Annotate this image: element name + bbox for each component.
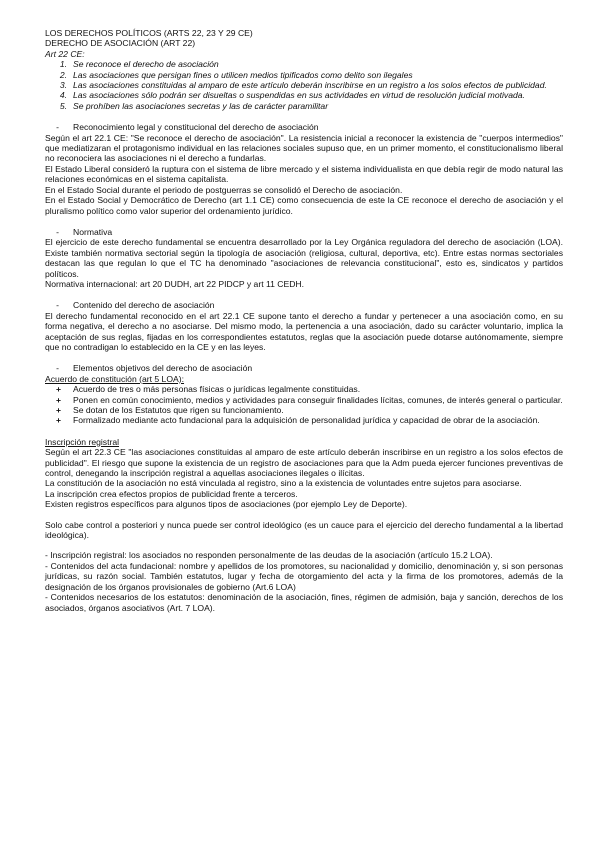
item-text: Formalizado mediante acto fundacional para la adquisición de personalidad jurídica y capacidad de obrar de la asociación. bbox=[73, 415, 540, 426]
paragraph: - Inscripción registral: los asociados no responden personalmente de las deudas de la asociación (artículo 15.2 LOA). bbox=[45, 550, 493, 561]
dash-marker: - bbox=[56, 122, 59, 133]
section-heading-text: Reconocimiento legal y constitucional del derecho de asociación bbox=[73, 122, 319, 133]
document-title: LOS DERECHOS POLÍTICOS (ARTS 22, 23 Y 29 CE) bbox=[45, 28, 253, 38]
sub-heading: Acuerdo de constitución (art 5 LOA): bbox=[45, 373, 185, 384]
section-heading-reconocimiento bbox=[45, 122, 563, 132]
article-label: Art 22 CE: bbox=[45, 48, 85, 59]
paragraph: Según el art 22.3 CE "las asociaciones constituidas al amparo de este artículo deberán inscribirse en un registro a los solos efectos de publicidad". El riesgo que supone la existencia de un registro de asociaciones para que la Adm pueda ejercer funciones preventivas de control, denegando la inscripción registral a aquellas asociaciones ilegales o ilícitas. bbox=[45, 447, 563, 479]
item-number: 4. bbox=[59, 90, 67, 101]
list-item bbox=[45, 90, 563, 100]
paragraph: El Estado Liberal consideró la ruptura con el sistema de libre mercado y el sistema individualista en que debía regir de modo natural las relaciones económicas en el sistema capitalista. bbox=[45, 163, 563, 185]
section-title: DERECHO DE ASOCIACIÓN (ART 22) bbox=[45, 38, 196, 49]
plus-marker: + bbox=[55, 384, 61, 395]
section-heading-normativa bbox=[45, 227, 563, 237]
paragraph: En el Estado Social y Democrático de Derecho (art 1.1 CE) como consecuencia de este la CE reconoce el derecho de asociación y el pluralismo político como valor superior del ordenamiento jurídico. bbox=[45, 195, 563, 216]
paragraph: Según el art 22.1 CE: "Se reconoce el derecho de asociación". La resistencia inicial a reconocer la existencia de "cuerpos intermedios" que mediatizaran el protagonismo individual en las relaciones sociales supuso que, en un primer momento, el constitucionalismo liberal no reconociera las asociaciones ni el derecho a fundarlas. bbox=[45, 132, 563, 164]
paragraph: Solo cabe control a posteriori y nunca puede ser control ideológico (es un cauce para el ejercicio del derecho fundamental a la libertad ideológica). bbox=[45, 519, 563, 541]
list-item bbox=[45, 101, 563, 111]
section-heading-text: Normativa bbox=[73, 226, 113, 237]
section-heading-elementos bbox=[45, 363, 563, 373]
plus-marker: + bbox=[55, 405, 61, 415]
item-text: Las asociaciones que persigan fines o utilicen medios tipificados como delito son ilegales bbox=[73, 69, 413, 80]
item-number: 1. bbox=[59, 59, 67, 70]
list-item bbox=[45, 384, 563, 394]
dash-marker: - bbox=[56, 363, 59, 374]
dash-marker: - bbox=[56, 300, 59, 311]
section-heading-text: Elementos objetivos del derecho de asociación bbox=[73, 363, 253, 374]
paragraph: Normativa internacional: art 20 DUDH, art 22 PIDCP y art 11 CEDH. bbox=[45, 278, 305, 289]
paragraph: - Contenidos del acta fundacional: nombre y apellidos de los promotores, su nacionalidad y domicilio, denominación y, si son personas jurídicas, su razón social. También estatutos, lugar y fecha de otorgamiento del acta y la firma de los promotores, además de la designación de los órganos provisionales de gobierno (Art.6 LOA) bbox=[45, 560, 563, 592]
list-item bbox=[45, 405, 563, 415]
item-number: 5. bbox=[59, 100, 67, 111]
list-item bbox=[45, 70, 563, 80]
paragraph: En el Estado Social durante el periodo de postguerras se consolidó el Derecho de asociación. bbox=[45, 184, 403, 195]
article-list bbox=[45, 59, 563, 111]
item-text: Ponen en común conocimiento, medios y actividades para conseguir finalidades lícitas, comunes, de interés general o particular. bbox=[73, 394, 563, 405]
item-text: Las asociaciones sólo podrán ser disueltas o suspendidas en sus actividades en virtud de resolución judicial motivada. bbox=[73, 90, 525, 101]
paragraph: Existen registros específicos para algunos tipos de asociaciones (por ejemplo Ley de Deporte). bbox=[45, 499, 408, 510]
paragraph: La constitución de la asociación no está vinculada al registro, sino a la existencia de voluntades entre sujetos para asociarse. bbox=[45, 478, 522, 489]
item-text: Se reconoce el derecho de asociación bbox=[73, 59, 219, 70]
item-number: 3. bbox=[59, 80, 67, 91]
list-item bbox=[45, 80, 563, 90]
paragraph: La inscripción crea efectos propios de publicidad frente a terceros. bbox=[45, 488, 298, 499]
dash-marker: - bbox=[56, 226, 59, 237]
paragraph: El ejercicio de este derecho fundamental se encuentra desarrollado por la Ley Orgánica reguladora del derecho de asociación (LOA). Existe también normativa sectorial según la tipología de asociación (religiosa, cultural, deportiva, etc). Entre estas normas sectoriales destacan las que regulan lo que el TC ha denominado "asociaciones de relevancia constitucional", esto es, sindicatos y partidos políticos. bbox=[45, 237, 563, 279]
list-item bbox=[45, 395, 563, 405]
paragraph: El derecho fundamental reconocido en el art 22.1 CE supone tanto el derecho a fundar y pertenecer a una asociación como, en su forma negativa, el derecho a no asociarse. Del mismo modo, la pertenencia a una asociación, dado su carácter voluntario, implica la aceptación de sus reglas, fijadas en los correspondientes estatutos, reglas que la asociación puede dotarse autónomamente, siempre que no contradigan lo establecido en la CE y en las leyes. bbox=[45, 310, 563, 352]
paragraph: - Contenidos necesarios de los estatutos: denominación de la asociación, fines, régimen de admisión, baja y sanción, derechos de los asociados, órganos asociativos (Art. 7 LOA). bbox=[45, 592, 563, 613]
section-heading-text: Contenido del derecho de asociación bbox=[73, 300, 215, 311]
item-text: Se dotan de los Estatutos que rigen su funcionamiento. bbox=[73, 405, 284, 415]
list-item bbox=[45, 59, 563, 69]
document-page bbox=[45, 28, 563, 613]
sub-heading: Inscripción registral bbox=[45, 436, 120, 447]
item-text: Se prohíben las asociaciones secretas y las de carácter paramilitar bbox=[73, 100, 329, 111]
item-number: 2. bbox=[59, 69, 67, 80]
item-text: Las asociaciones constituidas al amparo de este artículo deberán inscribirse en un registro a los solos efectos de publicidad. bbox=[73, 80, 547, 91]
plus-marker: + bbox=[55, 415, 61, 426]
section-heading-contenido bbox=[45, 300, 563, 310]
plus-marker: + bbox=[55, 394, 61, 405]
elements-list bbox=[45, 384, 563, 426]
item-text: Acuerdo de tres o más personas físicas o jurídicas legalmente constituidas. bbox=[73, 384, 361, 395]
list-item bbox=[45, 415, 563, 425]
